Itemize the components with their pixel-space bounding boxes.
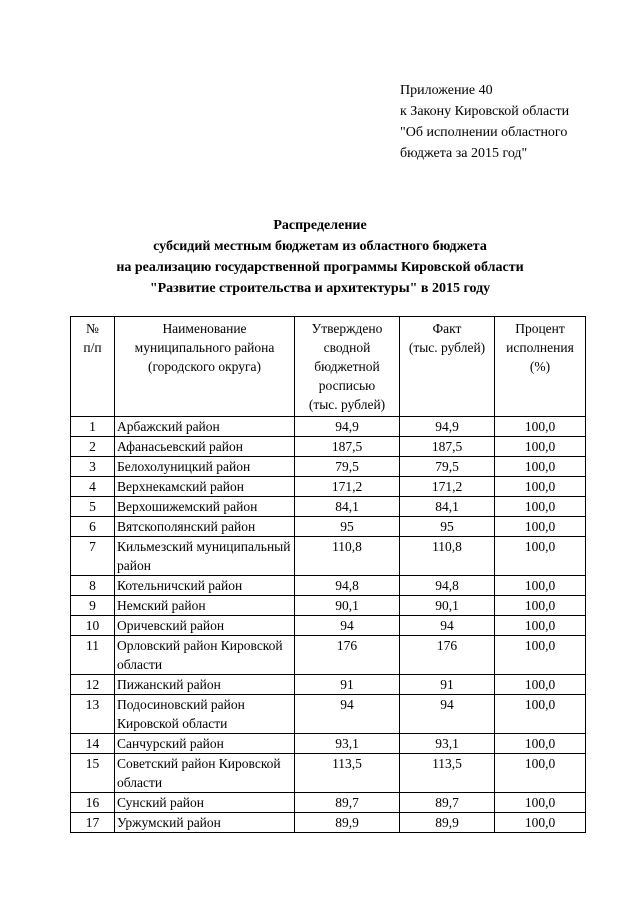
- table-row: [71, 813, 586, 833]
- table-row: [71, 636, 586, 675]
- table-row: [71, 417, 586, 437]
- cell-num: 2: [71, 437, 115, 457]
- table-row: [71, 695, 586, 734]
- cell-approved: 91: [295, 675, 400, 695]
- header-percent: Процент исполнения (%): [495, 317, 586, 417]
- title-line: Распределение: [273, 218, 367, 233]
- cell-num: 14: [71, 734, 115, 754]
- appendix-line: к Закону Кировской области: [400, 104, 570, 119]
- cell-name: Вятскополянский район: [115, 517, 295, 537]
- cell-name: Верхнекамский район: [115, 477, 295, 497]
- cell-name: Советский район Кировской области: [115, 754, 295, 793]
- cell-num: 3: [71, 457, 115, 477]
- cell-num: 4: [71, 477, 115, 497]
- cell-percent: 100,0: [495, 636, 586, 675]
- table-row: [71, 616, 586, 636]
- cell-percent: 100,0: [495, 695, 586, 734]
- table-row: [71, 675, 586, 695]
- cell-percent: 100,0: [495, 754, 586, 793]
- title-line: "Развитие строительства и архитектуры" в 2015 году: [149, 281, 491, 296]
- header-approved: Утверждено сводной бюджетной росписью (тыс. рублей): [295, 317, 400, 417]
- cell-fact: 89,9: [400, 813, 495, 833]
- cell-percent: 100,0: [495, 616, 586, 636]
- table-row: [71, 537, 586, 576]
- appendix-line: Приложение 40: [400, 83, 493, 98]
- cell-approved: 84,1: [295, 497, 400, 517]
- cell-percent: 100,0: [495, 497, 586, 517]
- table-row: [71, 754, 586, 793]
- table-row: [71, 477, 586, 497]
- cell-percent: 100,0: [495, 576, 586, 596]
- title-line: субсидий местным бюджетам из областного бюджета: [153, 239, 487, 254]
- cell-num: 8: [71, 576, 115, 596]
- header-num: № п/п: [71, 317, 115, 417]
- cell-fact: 176: [400, 636, 495, 675]
- cell-num: 5: [71, 497, 115, 517]
- cell-num: 17: [71, 813, 115, 833]
- appendix-line: "Об исполнении областного: [400, 125, 568, 140]
- cell-num: 15: [71, 754, 115, 793]
- cell-name: Котельничский район: [115, 576, 295, 596]
- cell-percent: 100,0: [495, 813, 586, 833]
- cell-approved: 89,9: [295, 813, 400, 833]
- cell-fact: 94,8: [400, 576, 495, 596]
- cell-fact: 94: [400, 695, 495, 734]
- cell-fact: 94: [400, 616, 495, 636]
- cell-fact: 95: [400, 517, 495, 537]
- cell-fact: 90,1: [400, 596, 495, 616]
- cell-approved: 90,1: [295, 596, 400, 616]
- appendix-note: [400, 80, 635, 164]
- cell-fact: 187,5: [400, 437, 495, 457]
- cell-num: 1: [71, 417, 115, 437]
- table-row: [71, 497, 586, 517]
- table-body: [71, 417, 586, 833]
- cell-percent: 100,0: [495, 477, 586, 497]
- cell-approved: 93,1: [295, 734, 400, 754]
- cell-name: Оричевский район: [115, 616, 295, 636]
- cell-approved: 171,2: [295, 477, 400, 497]
- cell-fact: 110,8: [400, 537, 495, 576]
- cell-approved: 94: [295, 695, 400, 734]
- cell-percent: 100,0: [495, 437, 586, 457]
- cell-name: Подосиновский район Кировской области: [115, 695, 295, 734]
- cell-num: 10: [71, 616, 115, 636]
- cell-approved: 113,5: [295, 754, 400, 793]
- cell-percent: 100,0: [495, 596, 586, 616]
- cell-percent: 100,0: [495, 675, 586, 695]
- cell-fact: 113,5: [400, 754, 495, 793]
- cell-num: 7: [71, 537, 115, 576]
- cell-name: Кильмезский муниципальный район: [115, 537, 295, 576]
- cell-name: Орловский район Кировской области: [115, 636, 295, 675]
- table-row: [71, 793, 586, 813]
- table-row: [71, 457, 586, 477]
- cell-percent: 100,0: [495, 457, 586, 477]
- cell-num: 9: [71, 596, 115, 616]
- cell-percent: 100,0: [495, 417, 586, 437]
- cell-fact: 79,5: [400, 457, 495, 477]
- cell-name: Арбажский район: [115, 417, 295, 437]
- cell-name: Верхошижемский район: [115, 497, 295, 517]
- header-name: Наименование муниципального района (городского округа): [115, 317, 295, 417]
- subsidy-table: [70, 316, 586, 833]
- document-title: [0, 215, 640, 299]
- cell-approved: 94,8: [295, 576, 400, 596]
- cell-percent: 100,0: [495, 537, 586, 576]
- cell-name: Немский район: [115, 596, 295, 616]
- cell-fact: 89,7: [400, 793, 495, 813]
- cell-fact: 94,9: [400, 417, 495, 437]
- cell-percent: 100,0: [495, 517, 586, 537]
- cell-approved: 187,5: [295, 437, 400, 457]
- cell-num: 6: [71, 517, 115, 537]
- cell-name: Белохолуницкий район: [115, 457, 295, 477]
- cell-name: Санчурский район: [115, 734, 295, 754]
- cell-approved: 79,5: [295, 457, 400, 477]
- cell-num: 13: [71, 695, 115, 734]
- cell-approved: 176: [295, 636, 400, 675]
- cell-percent: 100,0: [495, 793, 586, 813]
- table-header-row: [71, 317, 586, 417]
- cell-approved: 95: [295, 517, 400, 537]
- cell-num: 11: [71, 636, 115, 675]
- table-row: [71, 517, 586, 537]
- title-line: на реализацию государственной программы Кировской области: [116, 260, 524, 275]
- cell-fact: 84,1: [400, 497, 495, 517]
- cell-approved: 89,7: [295, 793, 400, 813]
- cell-name: Пижанский район: [115, 675, 295, 695]
- cell-approved: 94,9: [295, 417, 400, 437]
- cell-approved: 94: [295, 616, 400, 636]
- table-row: [71, 437, 586, 457]
- cell-name: Афанасьевский район: [115, 437, 295, 457]
- cell-fact: 171,2: [400, 477, 495, 497]
- table-row: [71, 596, 586, 616]
- cell-num: 16: [71, 793, 115, 813]
- appendix-line: бюджета за 2015 год": [400, 146, 528, 161]
- cell-percent: 100,0: [495, 734, 586, 754]
- cell-name: Сунский район: [115, 793, 295, 813]
- cell-approved: 110,8: [295, 537, 400, 576]
- cell-fact: 91: [400, 675, 495, 695]
- cell-num: 12: [71, 675, 115, 695]
- cell-name: Уржумский район: [115, 813, 295, 833]
- table-row: [71, 576, 586, 596]
- cell-fact: 93,1: [400, 734, 495, 754]
- table-row: [71, 734, 586, 754]
- header-fact: Факт (тыс. рублей): [400, 317, 495, 417]
